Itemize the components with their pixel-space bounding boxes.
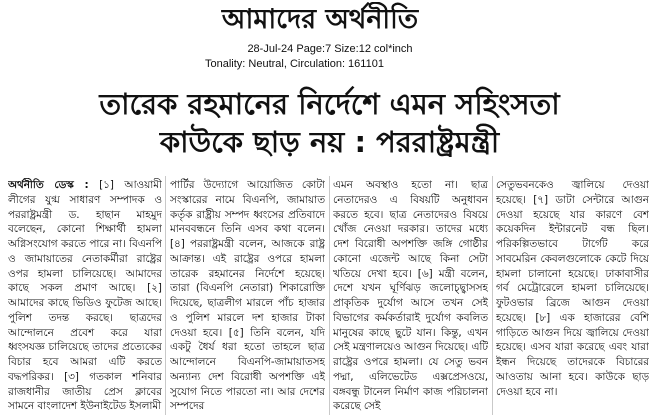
article-column-4: সেতুভবনকেও জ্বালিয়ে দেওয়া হয়েছে। [৭] ডাটা সেন্টারে আগুন দেওয়া হয়েছে যার কারণে বেশ কয়েকদিন ইন্টারনেট বন্ধ ছিল। পরিকল্পিতভাবে টার্গেট করে সাবমেরিন কেবলগুলোকে কেটে দিয়ে হামলা চালানো হয়েছে। ঢাকাবাসীর গর্ব মেট্রোরেলে হামলা চালিয়েছে। ফুটওভার ব্রিজে আগুন দেওয়া হয়েছে। [৮] এক হাজারের বেশি গাড়িতে আগুন দিয়ে জ্বালিয়ে দেওয়া হয়েছে। এসব যারা করেছে এবং যারা ইন্ধন দিয়েছে তাদেরকে বিচারের আওতায় আনা হবে। কাউকে ছাড় দেওয়া হবে না।	[496, 179, 649, 398]
column-divider	[165, 176, 166, 415]
column-divider	[329, 176, 330, 415]
newspaper-masthead: আমাদের অর্থনীতি	[221, 4, 419, 35]
dateline-dept: অর্থনীতি ডেস্ক :	[8, 179, 89, 191]
article-column-2: পার্টির উদ্যোগে আয়োজিত কোটা সংস্কারের নামে বিএনপি, জামায়াত কর্তৃক রাষ্ট্রীয় সম্পদ ধ্বংসের প্রতিবাদে মানববন্ধনে তিনি এসব কথা বলেন। [৪] পররাষ্ট্রমন্ত্রী বলেন, আজকে রাষ্ট্র আক্রান্ত। এই রাষ্ট্রের ওপরে হামলা তারেক রহমানের নির্দেশে হয়েছে। তারা (বিএনপি নেতারা) শিকারোক্তি দিয়েছে, ছাত্রলীগ মারলে পাঁচ হাজার ও পুলিশ মারলে দশ হাজার টাকা দেওয়া হবে। [৫] তিনি বলেন, যদি একটু ধৈর্য ধরা হতো তাহলে ছাত্র আন্দোলনে বিএনপি-জামায়াতসহ অন্যান্য দেশ বিরোধী অপশক্তি এই সুযোগ নিতে পারতো না। আর দেশের সম্পদের	[170, 179, 325, 413]
headline-line-1: তারেক রহমানের নির্দেশে এমন সহিংসতা	[99, 87, 560, 121]
column-divider	[492, 176, 493, 415]
article-column-1	[8, 178, 162, 415]
headline-line-2: কাউকে ছাড় নয় : পররাষ্ট্রমন্ত্রী	[159, 125, 500, 159]
article-column-1-text: [১] আওয়ামী লীগের যুগ্ম সাধারণ সম্পাদক ও পররাষ্ট্রমন্ত্রী ড. হাছান মাহমুদ বলেছেন, কোনো শিক্ষার্থী হামলা অগ্নিসংযোগ করতে পারে না। বিএনপি ও জামায়াতের নেতাকর্মীরা রাষ্ট্রের ওপর হামলা চালিয়েছে। আমাদের কাছে সকল প্রমাণ আছে। [২] আমাদের কাছে ভিডিও ফুটেজ আছে। পুলিশ তদন্ত করছে। ছাত্রদের আন্দোলনে প্রবেশ করে যারা ধ্বংসযজ্ঞ চালিয়েছে তাদের প্রত্যেকের বিচার হবে আমরা এটি করতে বদ্ধপরিকর। [৩] গতকাল শনিবার রাজধানীর জাতীয় প্রেস ক্লাবের সামনে বাংলাদেশ ইউনাইটেড ইসলামী	[8, 179, 162, 413]
article-column-3: এমন অবস্থাও হতো না। ছাত্র নেতাদেরও এ বিষয়টি অনুধাবন করতে হবে। ছাত্র নেতাদেরও বিষয়ে খোঁজ নেওয়া দরকার। তাদের মধ্যে দেশ বিরোধী অপশক্তি জঙ্গি গোষ্ঠীর কোনো এজেন্ট আছে কিনা সেটা খতিয়ে দেখা হবে। [৬] মন্ত্রী বলেন, দেশে যখন ঘূর্ণিঝড় জলোচ্ছ্বাসসহ প্রাকৃতিক দুর্যোগ আসে তখন সেই বিভাগের কর্মকর্তারাই দুর্যোগ কবলিত মানুষের কাছে ছুটে যান। কিন্তু, এখন সেই মন্ত্রণালয়েও আগুন দিয়েছে। এটি রাষ্ট্রের ওপরে হামলা। যে সেতু ভবন পদ্মা, এলিভেটেড এক্সপ্রেসওয়ে, বঙ্গবন্ধু টানেল নির্মাণ কাজ পরিচালনা করেছে সেই	[333, 179, 488, 413]
clip-meta-line-1: 28-Jul-24 Page:7 Size:12 col*inch	[247, 43, 413, 55]
clip-meta-line-2: Tonality: Neutral, Circulation: 161101	[205, 58, 384, 70]
